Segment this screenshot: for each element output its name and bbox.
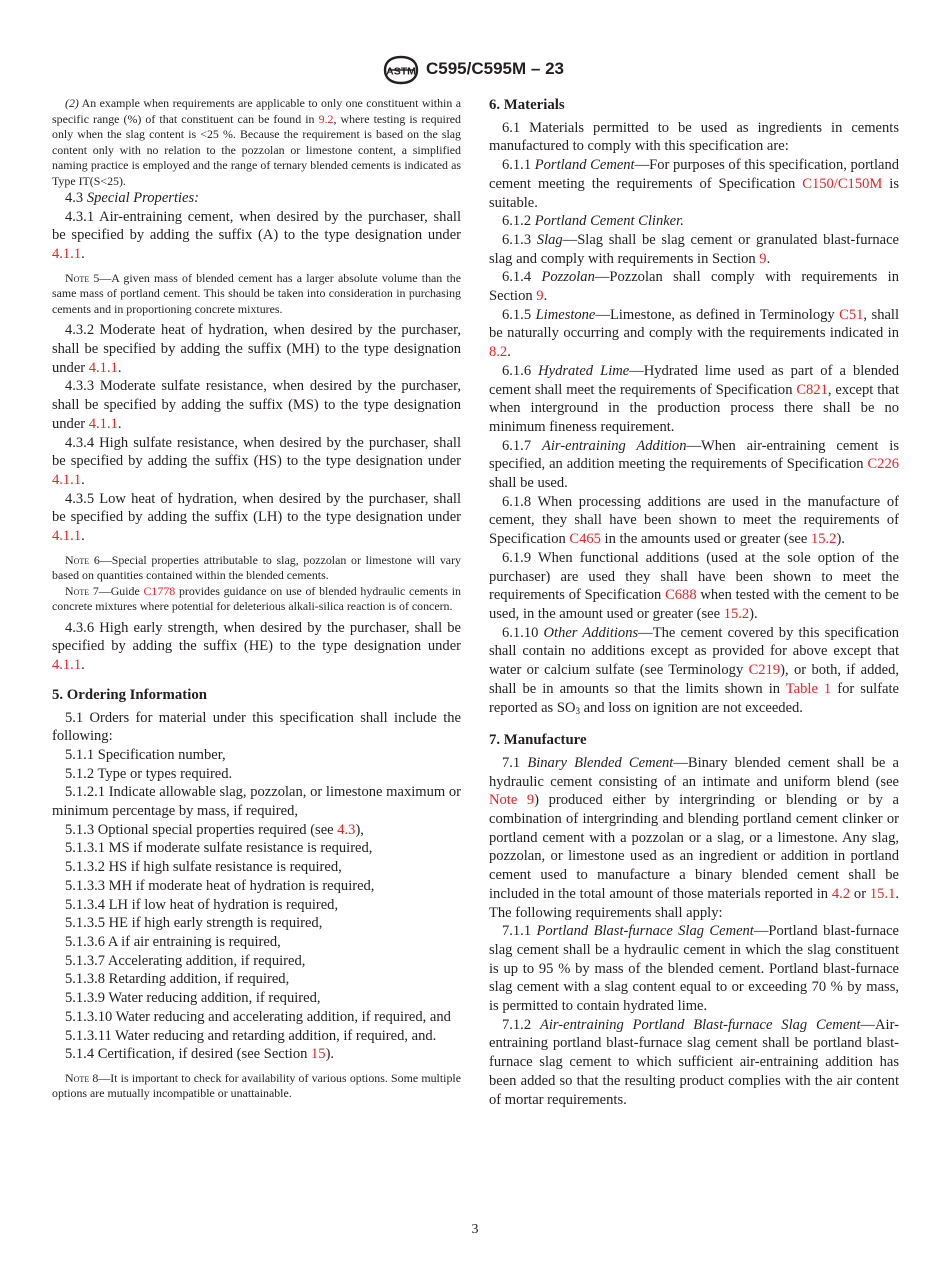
section-5-1-2-1: 5.1.2.1 Indicate allowable slag, pozzolan, or limestone maximum or minimum percentage by mass, if required, <box>52 784 461 820</box>
section-6-1: 6.1 Materials permitted to be used as ingredients in cements manufactured to comply with this specification are: <box>489 119 899 155</box>
link-c150[interactable]: C150/C150M <box>802 175 883 192</box>
section-5-1-3-11: 5.1.3.11 Water reducing and retarding addition, if required, and. <box>65 1027 437 1044</box>
section-6-1-9: 6.1.9 When functional additions (used at the sole option of the purchaser) are used they shall have been shown to meet the requirements of Specification C688 when tested with the cement to be used, in the amount used or greater (see 15.2). <box>489 549 900 622</box>
link-4-1-1[interactable]: 4.1.1 <box>52 657 82 674</box>
section-5-1-3-4: 5.1.3.4 LH if low heat of hydration is required, <box>65 896 339 913</box>
note-5: Note 5—A given mass of blended cement has a larger absolute volume than the same mass of portland cement. This should be taken into consideration in purchasing cements and in proportioning concrete mixtures. <box>52 270 461 316</box>
note-8: Note 8—It is important to check for availability of various options. Some multiple options are mutually incompatible or unattainable. <box>52 1070 461 1101</box>
section-4-3-6: 4.3.6 High early strength, when desired by the purchaser, shall be specified by adding the suffix (HE) to the type designation under 4.1.1. <box>52 619 461 674</box>
link-c1778[interactable]: C1778 <box>143 583 176 598</box>
section-5-1-3-5: 5.1.3.5 HE if high early strength is required, <box>65 915 323 932</box>
link-c219[interactable]: C219 <box>748 662 781 679</box>
section-5-1: 5.1 Orders for material under this specification shall include the following: <box>52 709 461 745</box>
section-7-1-1: 7.1.1 Portland Blast-furnace Slag Cement—Portland blast-furnace slag cement shall be a hydraulic cement in which the slag constituent is up to 95 % by mass of the blended cement. Portland blast-furnace slag cement with a slag content equal to or exceeding 70 % by mass, is permitted to contain hydrated lime. <box>489 923 899 1015</box>
section-5-1-3: 5.1.3 Optional special properties required (see 4.3), <box>65 821 364 838</box>
section-5-1-3-2: 5.1.3.2 HS if high sulfate resistance is required, <box>65 859 342 876</box>
link-4-1-1[interactable]: 4.1.1 <box>52 528 82 545</box>
document-designation: C595/C595M – 23 <box>426 59 564 78</box>
section-5-1-3-7: 5.1.3.7 Accelerating addition, if required, <box>65 952 306 969</box>
link-4-1-1[interactable]: 4.1.1 <box>88 359 118 376</box>
heading-materials: 6. Materials <box>489 97 565 113</box>
section-6-1-4: 6.1.4 Pozzolan—Pozzolan shall comply with requirements in Section 9. <box>489 269 900 305</box>
section-5-1-3-1: 5.1.3.1 MS if moderate sulfate resistance is required, <box>65 840 373 857</box>
section-5-1-2: 5.1.2 Type or types required. <box>65 765 233 782</box>
section-5-1-3-9: 5.1.3.9 Water reducing addition, if required, <box>65 990 321 1007</box>
link-4-1-1[interactable]: 4.1.1 <box>52 471 82 488</box>
section-5-1-4: 5.1.4 Certification, if desired (see Section 15). <box>65 1046 335 1063</box>
link-9-2[interactable]: 9.2 <box>318 111 334 126</box>
section-5-1-3-6: 5.1.3.6 A if air entraining is required, <box>65 934 281 950</box>
section-7-1-2: 7.1.2 Air-entraining Portland Blast-furnace Slag Cement—Air-entraining portland blast-furnace slag cement shall be portland blast-furnace slag cement to which sufficient air-entraining addition has been added so that the resulting product complies with the air content of mortar requirements. <box>489 1016 899 1108</box>
link-15-1[interactable]: 15.1 <box>869 885 896 902</box>
link-c226[interactable]: C226 <box>867 456 899 473</box>
page-header <box>0 55 950 85</box>
link-4-1-1[interactable]: 4.1.1 <box>52 246 82 263</box>
section-5-1-3-3: 5.1.3.3 MH if moderate heat of hydration is required, <box>65 877 375 894</box>
left-column <box>52 96 461 1102</box>
logo-text: ASTM <box>386 65 416 78</box>
link-15-2[interactable]: 15.2 <box>810 531 837 548</box>
heading-ordering-information: 5. Ordering Information <box>52 686 207 703</box>
link-c688[interactable]: C688 <box>665 587 697 604</box>
section-5-1-3-8: 5.1.3.8 Retarding addition, if required, <box>65 971 290 988</box>
section-6-1-7: 6.1.7 Air-entraining Addition—When air-entraining cement is specified, an addition meeting the requirements of Specification C226 shall be used. <box>489 437 899 492</box>
link-15-2[interactable]: 15.2 <box>723 605 750 622</box>
section-4-3-5: 4.3.5 Low heat of hydration, when desired by the purchaser, shall be specified by adding the suffix (LH) to the type designation under 4.1.1. <box>52 490 461 545</box>
link-section-9[interactable]: 9 <box>536 288 544 305</box>
section-6-1-3: 6.1.3 Slag—Slag shall be slag cement or granulated blast-furnace slag and comply with requirements in Section 9. <box>489 231 900 267</box>
section-6-1-8: 6.1.8 When processing additions are used in the manufacture of cement, they shall have been shown to meet the requirements of Specification C465 in the amounts used or greater (see 15.2). <box>489 493 899 548</box>
note-7: Note 7—Guide C1778 provides guidance on use of blended hydraulic cements in concrete mixtures where potential for deleterious alkali-silica reaction is of concern. <box>52 583 461 614</box>
section-7-1: 7.1 Binary Blended Cement—Binary blended cement shall be a hydraulic cement consisting of an intimate and uniform blend (see Note 9) produced either by intergrinding or blending or by a combination of intergrinding and blending portland cement clinker or portland cement with a pozzolan or a slag, or a limestone. Any slag, pozzolan, or limestone used as an ingredient or addition in portland cement used to manufacture a binary blended cement shall be included in the total amount of those materials reported in 4.2 or 15.1. The following requirements shall apply: <box>489 754 899 921</box>
page-number: 3 <box>471 1222 479 1237</box>
section-4-3: 4.3 Special Properties: <box>65 190 199 206</box>
note-6: Note 6—Special properties attributable to slag, pozzolan or limestone will vary based on quantities contained within the blended cements. <box>52 552 461 583</box>
section-6-1-10: 6.1.10 Other Additions—The cement covered by this specification shall contain no additions except as provided for above except that water or calcium sulfate (see Terminology C219), or both, if added, shall be in amounts so that the limits shown in Table 1 for sulfate reported as $SO_3$ and loss on ignition are not exceeded. <box>489 624 900 716</box>
link-4-1-1[interactable]: 4.1.1 <box>88 415 118 432</box>
link-section-9[interactable]: 9 <box>759 250 767 267</box>
link-8-2[interactable]: 8.2 <box>489 344 508 361</box>
section-4-3-4: 4.3.4 High sulfate resistance, when desired by the purchaser, shall be specified by adding the suffix (HS) to the type designation under 4.1.1. <box>52 434 461 488</box>
section-4-3-1: 4.3.1 Air-entraining cement, when desired by the purchaser, shall be specified by adding the suffix (A) to the type designation under 4.1.1. <box>52 208 461 263</box>
link-4-3[interactable]: 4.3 <box>337 821 356 838</box>
link-note-9[interactable]: Note 9 <box>489 792 535 809</box>
section-6-1-1: 6.1.1 Portland Cement—For purposes of this specification, portland cement meeting the requirements of Specification C150/C150M is suitable. <box>489 157 900 211</box>
section-5-1-1: 5.1.1 Specification number, <box>65 746 226 763</box>
section-4-3-3: 4.3.3 Moderate sulfate resistance, when desired by the purchaser, shall be specified by adding the suffix (MS) to the type designation under 4.1.1. <box>52 378 461 432</box>
section-5-1-3-10: 5.1.3.10 Water reducing and accelerating addition, if required, and <box>65 1008 451 1025</box>
paragraph-note-continuation: (2) An example when requirements are applicable to only one constituent within a specific range (%) of that constituent can be found in 9.2, where testing is required only when the slag content is <25 %. Because the requirement is based on the slag content only with no relation to the pozzolan or limestone content, a simplified naming practice is employed and the range of ternary blended cements is indicated as Type IT(S<25). <box>52 96 461 188</box>
link-4-2[interactable]: 4.2 <box>831 885 851 902</box>
section-4-3-2: 4.3.2 Moderate heat of hydration, when desired by the purchaser, shall be specified by adding the suffix (MH) to the type designation under 4.1.1. <box>52 322 461 376</box>
heading-manufacture: 7. Manufacture <box>489 732 587 749</box>
section-6-1-5: 6.1.5 Limestone—Limestone, as defined in Terminology C51, shall be naturally occurring and comply with the requirements indicated in 8.2. <box>489 306 900 361</box>
astm-logo-icon <box>381 55 421 85</box>
link-c51[interactable]: C51 <box>839 306 864 323</box>
right-column <box>489 96 899 1109</box>
link-section-15[interactable]: 15 <box>311 1046 326 1063</box>
section-6-1-2: 6.1.2 Portland Cement Clinker. <box>502 213 684 230</box>
link-table-1[interactable]: Table 1 <box>785 680 832 697</box>
link-c821[interactable]: C821 <box>796 381 828 398</box>
section-6-1-6: 6.1.6 Hydrated Lime—Hydrated lime used as part of a blended cement shall meet the requirements of Specification C821, except that when interground in the production process there shall be no minimum fineness requirement. <box>489 362 900 435</box>
link-c465[interactable]: C465 <box>569 531 601 548</box>
